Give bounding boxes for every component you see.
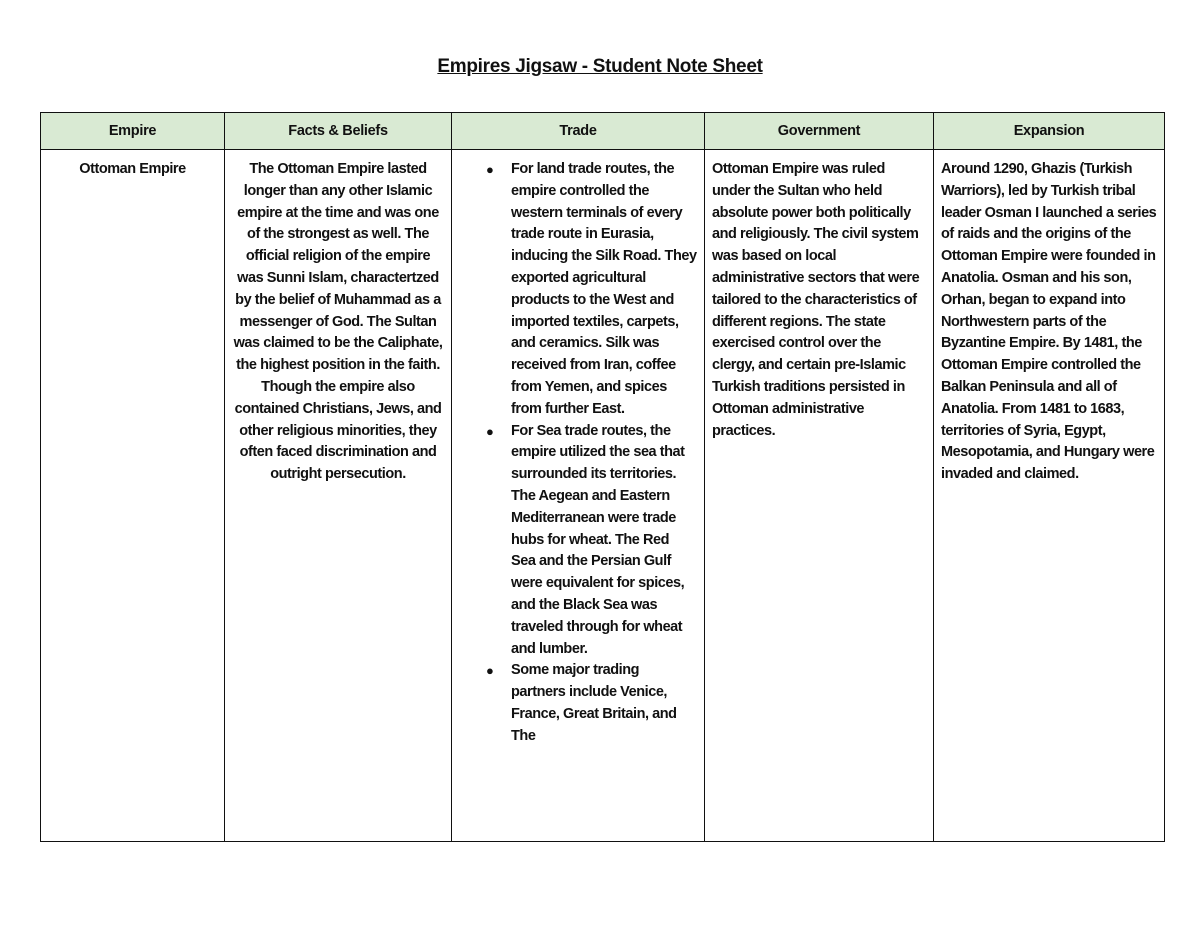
document-title: Empires Jigsaw - Student Note Sheet [437, 56, 763, 77]
header-expansion: Expansion [934, 113, 1165, 150]
header-empire: Empire [41, 113, 225, 150]
trade-bullet-list [459, 159, 697, 748]
header-government: Government [705, 113, 934, 150]
list-item [486, 660, 697, 747]
table-row [41, 150, 1165, 842]
header-facts-beliefs: Facts & Beliefs [225, 113, 452, 150]
cell-government: Ottoman Empire was ruled under the Sultan who held absolute power both politically and religiously. The civil system was based on local administrative sectors that were tailored to the characteristics of different regions. The state exercised control over the clergy, and certain pre-Islamic Turkish traditions persisted in Ottoman administrative practices. [705, 150, 934, 842]
note-sheet-table [40, 112, 1165, 842]
list-item [486, 159, 697, 421]
header-row [41, 113, 1165, 150]
cell-facts-beliefs: The Ottoman Empire lasted longer than any other Islamic empire at the time and was one of the strongest as well. The official religion of the empire was Sunni Islam, charactertzed by the belief of Muhammad as a messenger of God. The Sultan was claimed to be the Caliphate, the highest position in the faith. Though the empire also contained Christians, Jews, and other religious minorities, they often faced discrimination and outright persecution. [225, 150, 452, 842]
list-item [486, 421, 697, 661]
trade-item-text: Some major trading partners include Venice, France, Great Britain, and The [511, 662, 677, 744]
bullet-icon: ● [486, 162, 494, 177]
cell-expansion: Around 1290, Ghazis (Turkish Warriors), led by Turkish tribal leader Osman I launched a series of raids and the origins of the Ottoman Empire were founded in Anatolia. Osman and his son, Orhan, began to expand into Northwestern parts of the Byzantine Empire. By 1481, the Ottoman Empire controlled the Balkan Peninsula and all of Anatolia. From 1481 to 1683, territories of Syria, Egypt, Mesopotamia, and Hungary were invaded and claimed. [934, 150, 1165, 842]
header-trade: Trade [452, 113, 705, 150]
trade-item-text: For Sea trade routes, the empire utilized the sea that surrounded its territories. The Aegean and Eastern Mediterranean were trade hubs for wheat. The Red Sea and the Persian Gulf were equivalent for spices, and the Black Sea was traveled through for wheat and lumber. [511, 422, 685, 657]
bullet-icon: ● [486, 423, 494, 439]
cell-trade [452, 150, 705, 842]
bullet-icon: ● [486, 663, 494, 679]
cell-empire-name: Ottoman Empire [41, 150, 225, 842]
trade-item-text: For land trade routes, the empire controlled the western terminals of every trade route in Eurasia, inducing the Silk Road. They exported agricultural products to the West and imported textiles, carpets, and ceramics. Silk was received from Iran, coffee from Yemen, and spices from further East. [511, 161, 697, 417]
